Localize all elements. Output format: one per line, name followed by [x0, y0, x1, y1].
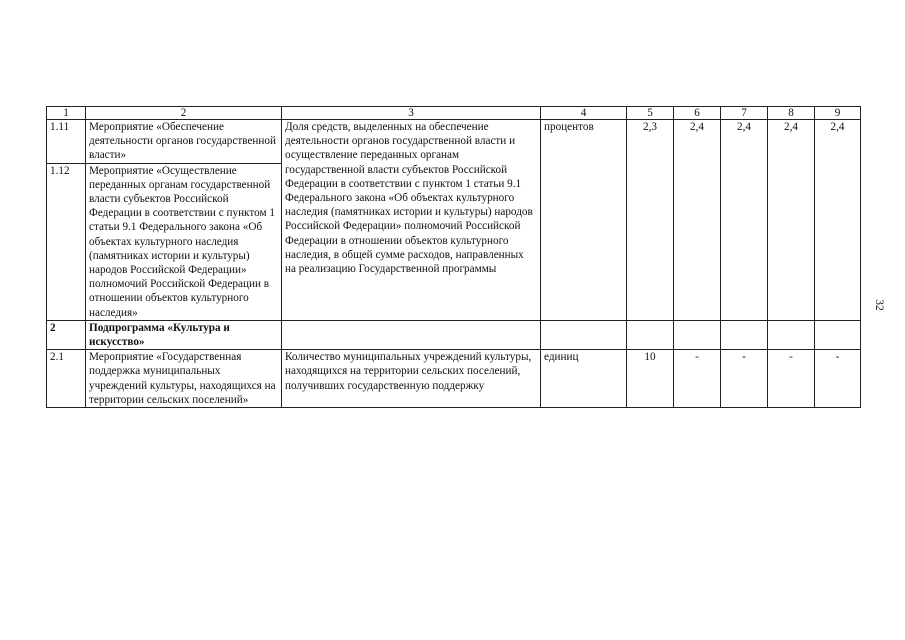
indicators-table — [46, 106, 861, 408]
event-name: Мероприятие «Осуществление переданных органам государственной власти субъектов Российской Федерации в соответствии с пунктом 1 статьи 9.1 Федерального закона «Об объектах культурного наследия (памятниках истории и культуры) народов Российской Федерации» полномочий Российской Федерации в отношении объектов культурного наследия» — [86, 163, 282, 320]
header-cell: 3 — [282, 107, 541, 120]
value-cell: 2,4 — [721, 120, 768, 321]
header-cell: 1 — [47, 107, 86, 120]
empty-cell — [815, 320, 861, 349]
indicator-description: Доля средств, выделенных на обеспечение деятельности органов государственной власти и осуществление переданных органам государственной власти субъектов Российской Федерации в соответствии с пунктом 1 статьи 9.1 Федерального закона «Об объектах культурного наследия (памятниках истории и культуры) народов Российской Федерации» полномочий Российской Федерации в отношении объектов культурного наследия, в общей сумме расходов, направленных на реализацию Государственной программы — [282, 120, 541, 321]
empty-cell — [721, 320, 768, 349]
value-cell: 2,4 — [815, 120, 861, 321]
subprogram-title: Подпрограмма «Культура и искусство» — [86, 320, 282, 349]
header-cell: 9 — [815, 107, 861, 120]
header-cell: 2 — [86, 107, 282, 120]
event-name: Мероприятие «Государственная поддержка муниципальных учреждений культуры, находящихся на территории сельских поселений» — [86, 350, 282, 408]
value-cell: - — [815, 350, 861, 408]
event-name: Мероприятие «Обеспечение деятельности органов государственной власти» — [86, 120, 282, 164]
header-cell: 7 — [721, 107, 768, 120]
table-row — [47, 320, 861, 349]
table-row — [47, 120, 861, 164]
value-cell: 2,3 — [627, 120, 674, 321]
header-cell: 8 — [768, 107, 815, 120]
row-number: 2.1 — [47, 350, 86, 408]
indicator-description: Количество муниципальных учреждений культуры, находящихся на территории сельских поселений, получивших государственную поддержку — [282, 350, 541, 408]
value-cell: 2,4 — [768, 120, 815, 321]
value-cell: - — [768, 350, 815, 408]
row-number: 2 — [47, 320, 86, 349]
header-cell: 5 — [627, 107, 674, 120]
header-cell: 4 — [541, 107, 627, 120]
unit-cell: процентов — [541, 120, 627, 321]
value-cell: 10 — [627, 350, 674, 408]
header-cell: 6 — [674, 107, 721, 120]
value-cell: 2,4 — [674, 120, 721, 321]
empty-cell — [627, 320, 674, 349]
empty-cell — [282, 320, 541, 349]
empty-cell — [674, 320, 721, 349]
page-number: 32 — [873, 299, 885, 311]
value-cell: - — [674, 350, 721, 408]
row-number: 1.12 — [47, 163, 86, 320]
row-number: 1.11 — [47, 120, 86, 164]
table-header-row — [47, 107, 861, 120]
empty-cell — [768, 320, 815, 349]
value-cell: - — [721, 350, 768, 408]
table-row — [47, 350, 861, 408]
empty-cell — [541, 320, 627, 349]
unit-cell: единиц — [541, 350, 627, 408]
